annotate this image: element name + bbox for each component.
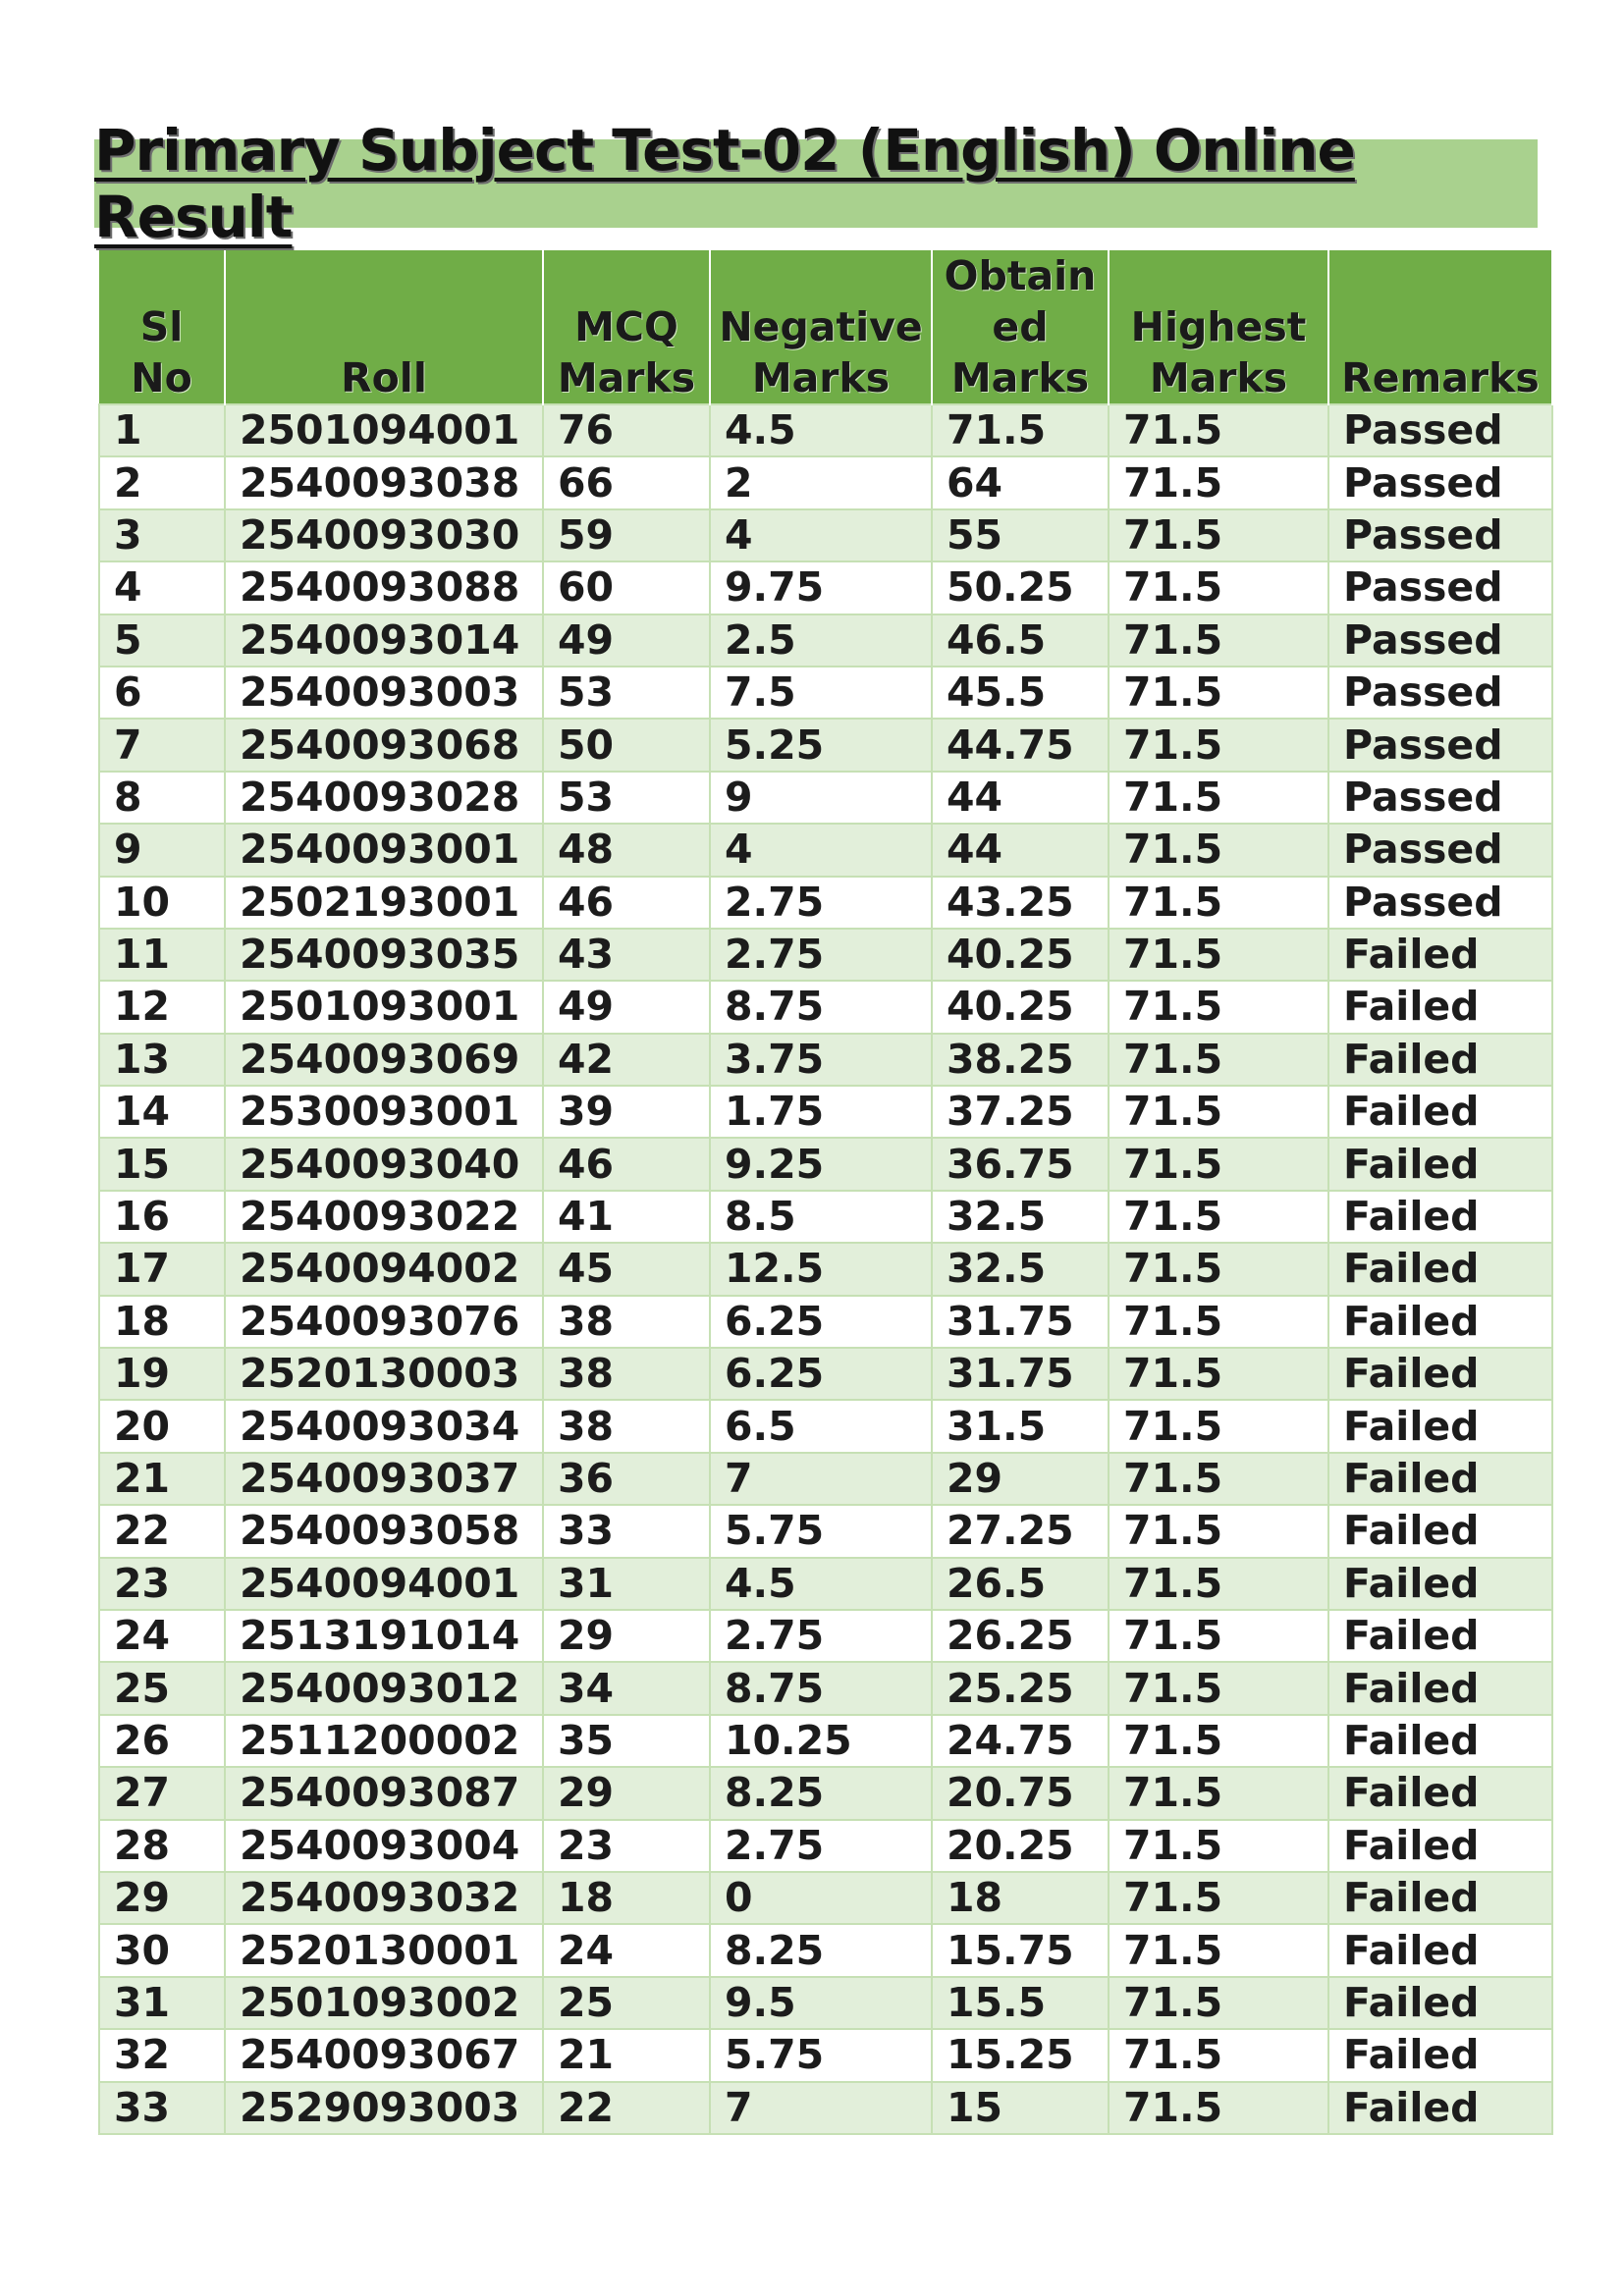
- remarks-cell: Failed: [1328, 1243, 1552, 1295]
- highest-marks-cell: 71.5: [1109, 1505, 1328, 1557]
- roll-cell: 2540093076: [225, 1296, 543, 1348]
- obtained-marks-cell: 27.25: [932, 1505, 1109, 1557]
- sl-no-cell: 4: [99, 561, 225, 614]
- mcq-marks-cell: 46: [543, 877, 710, 929]
- negative-marks-cell: 8.25: [710, 1767, 932, 1819]
- mcq-marks-cell: 41: [543, 1191, 710, 1243]
- negative-marks-cell: 5.75: [710, 2029, 932, 2081]
- remarks-cell: Failed: [1328, 1662, 1552, 1714]
- highest-marks-cell: 71.5: [1109, 1924, 1328, 1976]
- highest-marks-cell: 71.5: [1109, 1243, 1328, 1295]
- sl-no-cell: 29: [99, 1872, 225, 1924]
- remarks-cell: Passed: [1328, 824, 1552, 876]
- obtained-marks-cell: 20.75: [932, 1767, 1109, 1819]
- sl-no-cell: 6: [99, 667, 225, 719]
- table-row: [99, 1820, 1552, 1872]
- sl-no-cell: 20: [99, 1400, 225, 1452]
- obtained-marks-cell: 15.75: [932, 1924, 1109, 1976]
- mcq-marks-cell: 60: [543, 561, 710, 614]
- highest-marks-cell: 71.5: [1109, 509, 1328, 561]
- remarks-cell: Failed: [1328, 981, 1552, 1033]
- remarks-cell: Failed: [1328, 1191, 1552, 1243]
- mcq-marks-cell: 18: [543, 1872, 710, 1924]
- obtained-marks-cell: 31.75: [932, 1296, 1109, 1348]
- highest-marks-cell: 71.5: [1109, 2029, 1328, 2081]
- negative-marks-cell: 8.25: [710, 1924, 932, 1976]
- obtained-marks-cell: 71.5: [932, 404, 1109, 456]
- roll-cell: 2540093028: [225, 772, 543, 824]
- table-row: [99, 1767, 1552, 1819]
- mcq-marks-cell: 48: [543, 824, 710, 876]
- highest-marks-cell: 71.5: [1109, 824, 1328, 876]
- obtained-marks-cell: 44.75: [932, 719, 1109, 771]
- highest-marks-cell: 71.5: [1109, 772, 1328, 824]
- obtained-marks-cell: 45.5: [932, 667, 1109, 719]
- sl-no-cell: 30: [99, 1924, 225, 1976]
- sl-no-cell: 18: [99, 1296, 225, 1348]
- remarks-cell: Failed: [1328, 1924, 1552, 1976]
- obtained-marks-cell: 36.75: [932, 1138, 1109, 1190]
- remarks-cell: Failed: [1328, 1400, 1552, 1452]
- mcq-marks-cell: 59: [543, 509, 710, 561]
- table-row: [99, 561, 1552, 614]
- highest-marks-cell: 71.5: [1109, 1610, 1328, 1662]
- sl-no-cell: 3: [99, 509, 225, 561]
- obtained-marks-cell: 25.25: [932, 1662, 1109, 1714]
- mcq-marks-cell: 29: [543, 1767, 710, 1819]
- mcq-marks-cell: 53: [543, 772, 710, 824]
- roll-cell: 2540094001: [225, 1558, 543, 1610]
- highest-marks-cell: 71.5: [1109, 1820, 1328, 1872]
- highest-marks-cell: 71.5: [1109, 1558, 1328, 1610]
- highest-marks-cell: 71.5: [1109, 1977, 1328, 2029]
- highest-marks-cell: 71.5: [1109, 1191, 1328, 1243]
- roll-cell: 2540093003: [225, 667, 543, 719]
- roll-cell: 2540093030: [225, 509, 543, 561]
- remarks-cell: Passed: [1328, 667, 1552, 719]
- highest-marks-cell: 71.5: [1109, 667, 1328, 719]
- remarks-cell: Failed: [1328, 1558, 1552, 1610]
- table-row: [99, 1400, 1552, 1452]
- remarks-cell: Passed: [1328, 404, 1552, 456]
- roll-cell: 2540093004: [225, 1820, 543, 1872]
- obtained-marks-cell: 40.25: [932, 981, 1109, 1033]
- table-row: [99, 2029, 1552, 2081]
- roll-cell: 2502193001: [225, 877, 543, 929]
- sl-no-cell: 19: [99, 1348, 225, 1400]
- roll-cell: 2540093088: [225, 561, 543, 614]
- sl-no-cell: 22: [99, 1505, 225, 1557]
- roll-cell: 2501094001: [225, 404, 543, 456]
- remarks-cell: Passed: [1328, 561, 1552, 614]
- obtained-marks-cell: 26.25: [932, 1610, 1109, 1662]
- remarks-cell: Failed: [1328, 2029, 1552, 2081]
- roll-cell: 2540093035: [225, 929, 543, 981]
- obtained-marks-cell: 32.5: [932, 1191, 1109, 1243]
- roll-cell: 2513191014: [225, 1610, 543, 1662]
- table-row: [99, 1977, 1552, 2029]
- mcq-marks-cell: 24: [543, 1924, 710, 1976]
- sl-no-cell: 21: [99, 1453, 225, 1505]
- table-row: [99, 1034, 1552, 1086]
- table-row: [99, 1872, 1552, 1924]
- highest-marks-cell: 71.5: [1109, 1400, 1328, 1452]
- roll-cell: 2540093068: [225, 719, 543, 771]
- obtained-marks-cell: 44: [932, 824, 1109, 876]
- highest-marks-cell: 71.5: [1109, 1662, 1328, 1714]
- remarks-cell: Failed: [1328, 1872, 1552, 1924]
- mcq-marks-cell: 45: [543, 1243, 710, 1295]
- highest-marks-cell: 71.5: [1109, 719, 1328, 771]
- highest-marks-cell: 71.5: [1109, 1453, 1328, 1505]
- mcq-marks-cell: 38: [543, 1348, 710, 1400]
- remarks-cell: Failed: [1328, 1767, 1552, 1819]
- obtained-marks-cell: 15: [932, 2082, 1109, 2134]
- obtained-marks-cell: 29: [932, 1453, 1109, 1505]
- negative-marks-cell: 9.25: [710, 1138, 932, 1190]
- table-row: [99, 1924, 1552, 1976]
- highest-marks-cell: 71.5: [1109, 1296, 1328, 1348]
- sl-no-cell: 9: [99, 824, 225, 876]
- negative-marks-cell: 6.25: [710, 1296, 932, 1348]
- roll-cell: 2501093001: [225, 981, 543, 1033]
- roll-cell: 2540093001: [225, 824, 543, 876]
- sl-no-cell: 31: [99, 1977, 225, 2029]
- negative-marks-cell: 4: [710, 509, 932, 561]
- negative-marks-cell: 5.75: [710, 1505, 932, 1557]
- roll-cell: 2540093037: [225, 1453, 543, 1505]
- negative-marks-cell: 2.75: [710, 1610, 932, 1662]
- roll-cell: 2540093022: [225, 1191, 543, 1243]
- negative-marks-cell: 12.5: [710, 1243, 932, 1295]
- obtained-marks-cell: 43.25: [932, 877, 1109, 929]
- table-row: [99, 877, 1552, 929]
- negative-marks-cell: 8.75: [710, 981, 932, 1033]
- sl-no-cell: 26: [99, 1715, 225, 1767]
- remarks-cell: Failed: [1328, 1086, 1552, 1138]
- mcq-marks-cell: 42: [543, 1034, 710, 1086]
- negative-marks-cell: 8.5: [710, 1191, 932, 1243]
- roll-cell: 2540094002: [225, 1243, 543, 1295]
- mcq-marks-cell: 25: [543, 1977, 710, 2029]
- obtained-marks-cell: 40.25: [932, 929, 1109, 981]
- title-banner: [94, 117, 1538, 250]
- negative-marks-cell: 2: [710, 456, 932, 508]
- obtained-marks-cell: 18: [932, 1872, 1109, 1924]
- remarks-cell: Passed: [1328, 877, 1552, 929]
- negative-marks-cell: 10.25: [710, 1715, 932, 1767]
- highest-marks-cell: 71.5: [1109, 614, 1328, 667]
- obtained-marks-cell: 31.75: [932, 1348, 1109, 1400]
- mcq-marks-cell: 36: [543, 1453, 710, 1505]
- mcq-marks-cell: 39: [543, 1086, 710, 1138]
- roll-cell: 2540093012: [225, 1662, 543, 1714]
- sl-no-cell: 25: [99, 1662, 225, 1714]
- sl-no-cell: 33: [99, 2082, 225, 2134]
- negative-marks-cell: 1.75: [710, 1086, 932, 1138]
- mcq-marks-cell: 29: [543, 1610, 710, 1662]
- table-row: [99, 1558, 1552, 1610]
- header-roll: Roll: [225, 250, 543, 404]
- highest-marks-cell: 71.5: [1109, 456, 1328, 508]
- table-row: [99, 614, 1552, 667]
- sl-no-cell: 13: [99, 1034, 225, 1086]
- mcq-marks-cell: 23: [543, 1820, 710, 1872]
- mcq-marks-cell: 33: [543, 1505, 710, 1557]
- roll-cell: 2540093038: [225, 456, 543, 508]
- table-row: [99, 1610, 1552, 1662]
- roll-cell: 2540093087: [225, 1767, 543, 1819]
- remarks-cell: Failed: [1328, 2082, 1552, 2134]
- remarks-cell: Failed: [1328, 929, 1552, 981]
- mcq-marks-cell: 66: [543, 456, 710, 508]
- roll-cell: 2540093034: [225, 1400, 543, 1452]
- table-row: [99, 2082, 1552, 2134]
- table-row: [99, 1715, 1552, 1767]
- negative-marks-cell: 6.25: [710, 1348, 932, 1400]
- negative-marks-cell: 6.5: [710, 1400, 932, 1452]
- sl-no-cell: 2: [99, 456, 225, 508]
- table-row: [99, 824, 1552, 876]
- roll-cell: 2530093001: [225, 1086, 543, 1138]
- table-row: [99, 1505, 1552, 1557]
- obtained-marks-cell: 37.25: [932, 1086, 1109, 1138]
- table-row: [99, 509, 1552, 561]
- sl-no-cell: 11: [99, 929, 225, 981]
- table-row: [99, 1086, 1552, 1138]
- header-negative-marks: Negative Marks: [710, 250, 932, 404]
- highest-marks-cell: 71.5: [1109, 1138, 1328, 1190]
- highest-marks-cell: 71.5: [1109, 2082, 1328, 2134]
- highest-marks-cell: 71.5: [1109, 404, 1328, 456]
- highest-marks-cell: 71.5: [1109, 981, 1328, 1033]
- mcq-marks-cell: 49: [543, 614, 710, 667]
- table-row: [99, 1138, 1552, 1190]
- remarks-cell: Failed: [1328, 1296, 1552, 1348]
- obtained-marks-cell: 15.25: [932, 2029, 1109, 2081]
- table-row: [99, 1453, 1552, 1505]
- obtained-marks-cell: 26.5: [932, 1558, 1109, 1610]
- obtained-marks-cell: 20.25: [932, 1820, 1109, 1872]
- header-row: [99, 250, 1552, 404]
- negative-marks-cell: 9.75: [710, 561, 932, 614]
- remarks-cell: Failed: [1328, 1138, 1552, 1190]
- roll-cell: 2520130001: [225, 1924, 543, 1976]
- roll-cell: 2540093069: [225, 1034, 543, 1086]
- sl-no-cell: 23: [99, 1558, 225, 1610]
- negative-marks-cell: 2.5: [710, 614, 932, 667]
- header-obtained-marks: Obtain ed Marks: [932, 250, 1109, 404]
- mcq-marks-cell: 34: [543, 1662, 710, 1714]
- negative-marks-cell: 2.75: [710, 1820, 932, 1872]
- highest-marks-cell: 71.5: [1109, 561, 1328, 614]
- remarks-cell: Failed: [1328, 1977, 1552, 2029]
- results-table: [98, 250, 1553, 2135]
- remarks-cell: Failed: [1328, 1505, 1552, 1557]
- mcq-marks-cell: 31: [543, 1558, 710, 1610]
- sl-no-cell: 14: [99, 1086, 225, 1138]
- negative-marks-cell: 8.75: [710, 1662, 932, 1714]
- mcq-marks-cell: 46: [543, 1138, 710, 1190]
- mcq-marks-cell: 38: [543, 1296, 710, 1348]
- sl-no-cell: 5: [99, 614, 225, 667]
- obtained-marks-cell: 32.5: [932, 1243, 1109, 1295]
- table-row: [99, 929, 1552, 981]
- negative-marks-cell: 7: [710, 1453, 932, 1505]
- table-row: [99, 981, 1552, 1033]
- sl-no-cell: 17: [99, 1243, 225, 1295]
- table-row: [99, 772, 1552, 824]
- remarks-cell: Failed: [1328, 1034, 1552, 1086]
- highest-marks-cell: 71.5: [1109, 1348, 1328, 1400]
- sl-no-cell: 7: [99, 719, 225, 771]
- obtained-marks-cell: 55: [932, 509, 1109, 561]
- negative-marks-cell: 4.5: [710, 1558, 932, 1610]
- sl-no-cell: 15: [99, 1138, 225, 1190]
- obtained-marks-cell: 31.5: [932, 1400, 1109, 1452]
- negative-marks-cell: 0: [710, 1872, 932, 1924]
- roll-cell: 2511200002: [225, 1715, 543, 1767]
- mcq-marks-cell: 38: [543, 1400, 710, 1452]
- obtained-marks-cell: 24.75: [932, 1715, 1109, 1767]
- negative-marks-cell: 3.75: [710, 1034, 932, 1086]
- remarks-cell: Failed: [1328, 1715, 1552, 1767]
- page-title: Primary Subject Test-02 (English) Online Result: [94, 117, 1355, 250]
- sl-no-cell: 32: [99, 2029, 225, 2081]
- sl-no-cell: 1: [99, 404, 225, 456]
- obtained-marks-cell: 50.25: [932, 561, 1109, 614]
- negative-marks-cell: 7.5: [710, 667, 932, 719]
- roll-cell: 2520130003: [225, 1348, 543, 1400]
- negative-marks-cell: 9.5: [710, 1977, 932, 2029]
- negative-marks-cell: 2.75: [710, 929, 932, 981]
- remarks-cell: Passed: [1328, 614, 1552, 667]
- results-body: [99, 404, 1552, 2134]
- mcq-marks-cell: 21: [543, 2029, 710, 2081]
- remarks-cell: Failed: [1328, 1453, 1552, 1505]
- roll-cell: 2529093003: [225, 2082, 543, 2134]
- sl-no-cell: 27: [99, 1767, 225, 1819]
- sl-no-cell: 28: [99, 1820, 225, 1872]
- highest-marks-cell: 71.5: [1109, 1767, 1328, 1819]
- header-highest-marks: Highest Marks: [1109, 250, 1328, 404]
- mcq-marks-cell: 22: [543, 2082, 710, 2134]
- negative-marks-cell: 4: [710, 824, 932, 876]
- table-row: [99, 1662, 1552, 1714]
- table-row: [99, 1296, 1552, 1348]
- sl-no-cell: 24: [99, 1610, 225, 1662]
- header-sl-no: Sl No: [99, 250, 225, 404]
- sl-no-cell: 12: [99, 981, 225, 1033]
- negative-marks-cell: 5.25: [710, 719, 932, 771]
- mcq-marks-cell: 50: [543, 719, 710, 771]
- remarks-cell: Passed: [1328, 456, 1552, 508]
- highest-marks-cell: 71.5: [1109, 877, 1328, 929]
- mcq-marks-cell: 53: [543, 667, 710, 719]
- negative-marks-cell: 4.5: [710, 404, 932, 456]
- negative-marks-cell: 2.75: [710, 877, 932, 929]
- highest-marks-cell: 71.5: [1109, 1086, 1328, 1138]
- roll-cell: 2540093040: [225, 1138, 543, 1190]
- negative-marks-cell: 9: [710, 772, 932, 824]
- table-row: [99, 404, 1552, 456]
- highest-marks-cell: 71.5: [1109, 1034, 1328, 1086]
- mcq-marks-cell: 49: [543, 981, 710, 1033]
- table-row: [99, 456, 1552, 508]
- highest-marks-cell: 71.5: [1109, 929, 1328, 981]
- remarks-cell: Passed: [1328, 719, 1552, 771]
- header-mcq-marks: MCQ Marks: [543, 250, 710, 404]
- sl-no-cell: 10: [99, 877, 225, 929]
- obtained-marks-cell: 44: [932, 772, 1109, 824]
- negative-marks-cell: 7: [710, 2082, 932, 2134]
- sl-no-cell: 8: [99, 772, 225, 824]
- roll-cell: 2501093002: [225, 1977, 543, 2029]
- highest-marks-cell: 71.5: [1109, 1715, 1328, 1767]
- roll-cell: 2540093032: [225, 1872, 543, 1924]
- table-row: [99, 1243, 1552, 1295]
- header-remarks: Remarks: [1328, 250, 1552, 404]
- mcq-marks-cell: 76: [543, 404, 710, 456]
- remarks-cell: Failed: [1328, 1820, 1552, 1872]
- remarks-cell: Failed: [1328, 1348, 1552, 1400]
- obtained-marks-cell: 15.5: [932, 1977, 1109, 2029]
- table-row: [99, 667, 1552, 719]
- roll-cell: 2540093014: [225, 614, 543, 667]
- obtained-marks-cell: 64: [932, 456, 1109, 508]
- mcq-marks-cell: 35: [543, 1715, 710, 1767]
- table-row: [99, 719, 1552, 771]
- highest-marks-cell: 71.5: [1109, 1872, 1328, 1924]
- roll-cell: 2540093067: [225, 2029, 543, 2081]
- sl-no-cell: 16: [99, 1191, 225, 1243]
- remarks-cell: Passed: [1328, 772, 1552, 824]
- roll-cell: 2540093058: [225, 1505, 543, 1557]
- mcq-marks-cell: 43: [543, 929, 710, 981]
- remarks-cell: Failed: [1328, 1610, 1552, 1662]
- obtained-marks-cell: 38.25: [932, 1034, 1109, 1086]
- table-row: [99, 1348, 1552, 1400]
- remarks-cell: Passed: [1328, 509, 1552, 561]
- obtained-marks-cell: 46.5: [932, 614, 1109, 667]
- table-row: [99, 1191, 1552, 1243]
